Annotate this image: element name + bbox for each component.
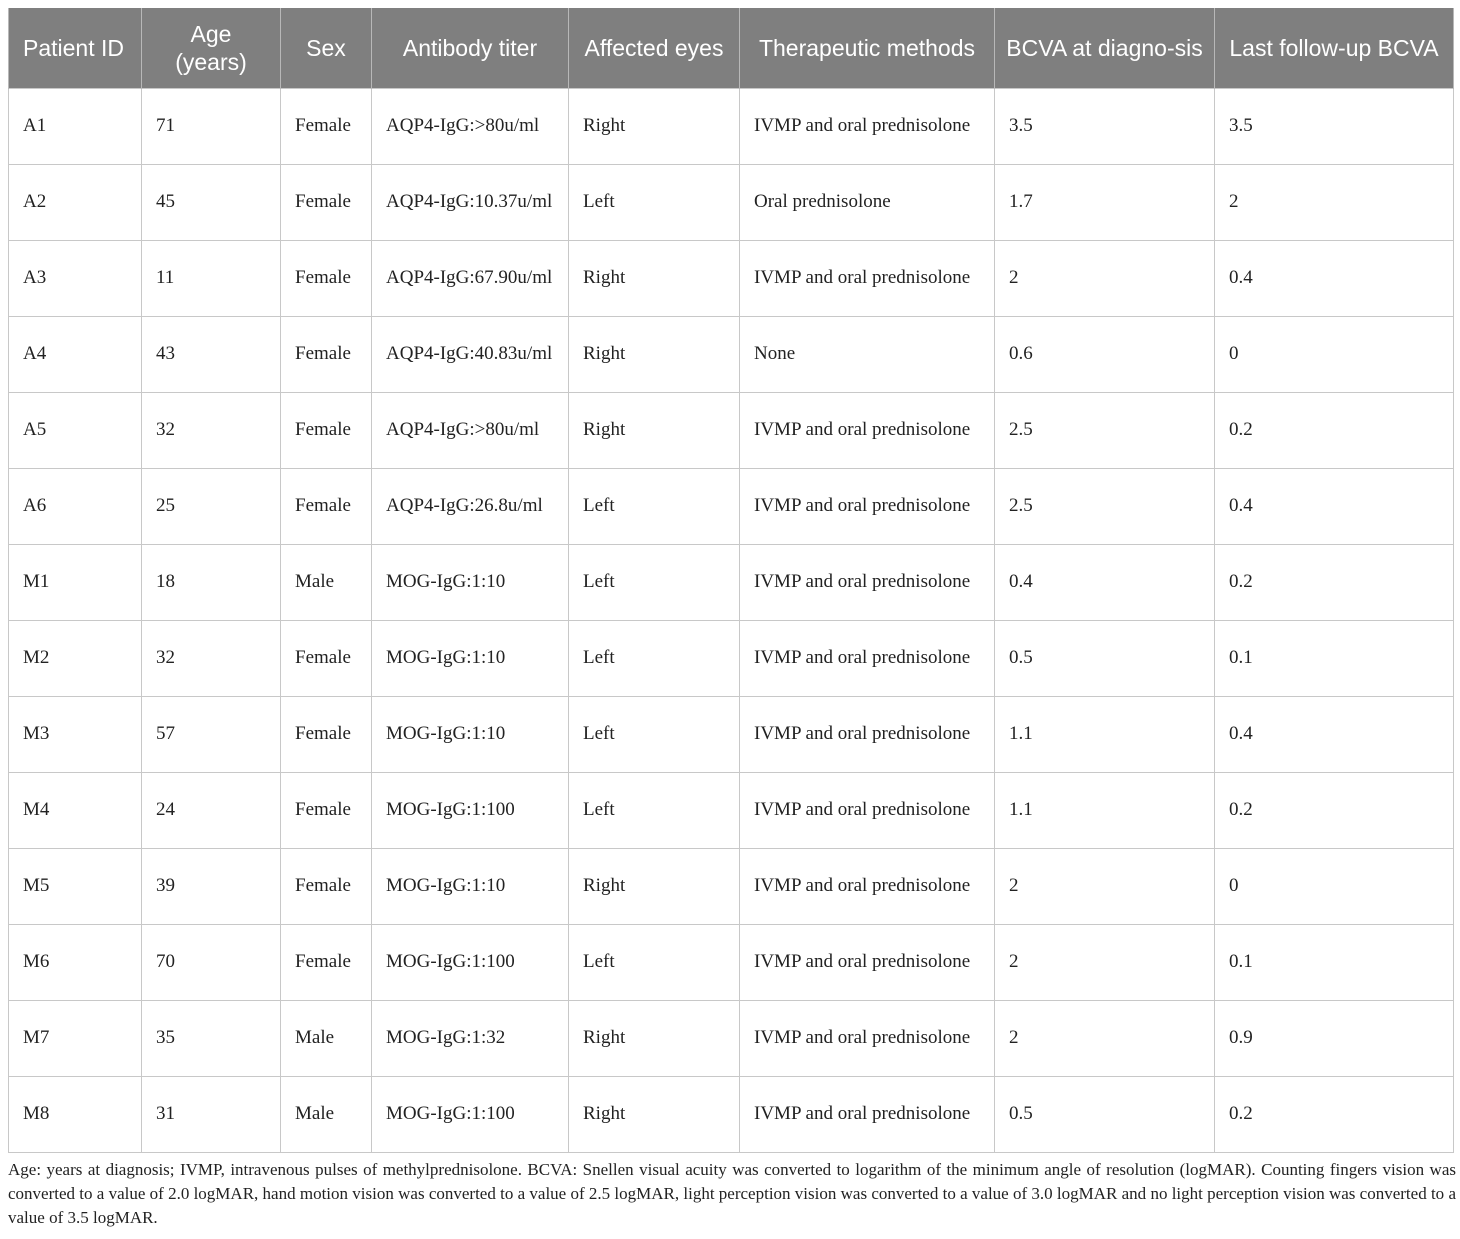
- cell-last-followup-bcva: 2: [1215, 164, 1454, 240]
- cell-last-followup-bcva: 0: [1215, 848, 1454, 924]
- cell-affected-eyes: Left: [569, 468, 740, 544]
- cell-patient-id: M6: [9, 924, 142, 1000]
- cell-antibody-titer: AQP4-IgG:40.83u/ml: [372, 316, 569, 392]
- patient-table-container: [8, 8, 1453, 1153]
- table-row: [9, 1076, 1454, 1152]
- cell-affected-eyes: Right: [569, 88, 740, 164]
- cell-bcva-diagnosis: 0.4: [995, 544, 1215, 620]
- cell-antibody-titer: MOG-IgG:1:10: [372, 544, 569, 620]
- cell-age: 32: [142, 392, 281, 468]
- table-row: [9, 620, 1454, 696]
- cell-bcva-diagnosis: 1.7: [995, 164, 1215, 240]
- cell-last-followup-bcva: 0: [1215, 316, 1454, 392]
- cell-patient-id: M1: [9, 544, 142, 620]
- cell-age: 18: [142, 544, 281, 620]
- cell-antibody-titer: MOG-IgG:1:10: [372, 848, 569, 924]
- patient-table: [8, 8, 1454, 1153]
- table-footnote: Age: years at diagnosis; IVMP, intravenous pulses of methylprednisolone. BCVA: Snellen visual acuity was converted to logarithm of the minimum angle of resolution (logMAR). Counting fingers vision was converted to a value of 2.0 logMAR, hand motion vision was converted to a value of 2.5 logMAR, light perception vision was converted to a value of 3.0 logMAR and no light perception vision was converted to a value of 3.5 logMAR.: [8, 1160, 1456, 1227]
- cell-therapeutic-methods: IVMP and oral prednisolone: [740, 468, 995, 544]
- cell-therapeutic-methods: IVMP and oral prednisolone: [740, 924, 995, 1000]
- cell-age: 24: [142, 772, 281, 848]
- cell-last-followup-bcva: 0.2: [1215, 772, 1454, 848]
- table-row: [9, 924, 1454, 1000]
- table-row: [9, 1000, 1454, 1076]
- cell-bcva-diagnosis: 1.1: [995, 696, 1215, 772]
- table-body: [9, 88, 1454, 1152]
- cell-bcva-diagnosis: 2.5: [995, 468, 1215, 544]
- cell-bcva-diagnosis: 0.6: [995, 316, 1215, 392]
- cell-age: 45: [142, 164, 281, 240]
- cell-last-followup-bcva: 0.1: [1215, 924, 1454, 1000]
- cell-bcva-diagnosis: 0.5: [995, 1076, 1215, 1152]
- cell-affected-eyes: Left: [569, 544, 740, 620]
- header-last-followup-bcva: Last follow-up BCVA: [1215, 8, 1454, 88]
- cell-last-followup-bcva: 0.4: [1215, 468, 1454, 544]
- cell-patient-id: M2: [9, 620, 142, 696]
- cell-last-followup-bcva: 0.4: [1215, 696, 1454, 772]
- cell-sex: Female: [281, 468, 372, 544]
- cell-bcva-diagnosis: 2: [995, 848, 1215, 924]
- cell-bcva-diagnosis: 2: [995, 924, 1215, 1000]
- cell-antibody-titer: MOG-IgG:1:100: [372, 772, 569, 848]
- cell-antibody-titer: AQP4-IgG:10.37u/ml: [372, 164, 569, 240]
- cell-antibody-titer: MOG-IgG:1:32: [372, 1000, 569, 1076]
- cell-bcva-diagnosis: 0.5: [995, 620, 1215, 696]
- cell-therapeutic-methods: IVMP and oral prednisolone: [740, 240, 995, 316]
- cell-therapeutic-methods: IVMP and oral prednisolone: [740, 1000, 995, 1076]
- cell-sex: Female: [281, 316, 372, 392]
- cell-affected-eyes: Right: [569, 392, 740, 468]
- cell-last-followup-bcva: 0.2: [1215, 392, 1454, 468]
- cell-bcva-diagnosis: 3.5: [995, 88, 1215, 164]
- table-row: [9, 164, 1454, 240]
- cell-bcva-diagnosis: 2: [995, 240, 1215, 316]
- cell-therapeutic-methods: IVMP and oral prednisolone: [740, 696, 995, 772]
- cell-affected-eyes: Left: [569, 164, 740, 240]
- cell-patient-id: M3: [9, 696, 142, 772]
- cell-age: 31: [142, 1076, 281, 1152]
- cell-last-followup-bcva: 3.5: [1215, 88, 1454, 164]
- cell-last-followup-bcva: 0.4: [1215, 240, 1454, 316]
- cell-patient-id: M8: [9, 1076, 142, 1152]
- cell-age: 32: [142, 620, 281, 696]
- cell-sex: Male: [281, 544, 372, 620]
- table-header-row: [9, 8, 1454, 88]
- cell-sex: Female: [281, 620, 372, 696]
- cell-sex: Male: [281, 1000, 372, 1076]
- cell-age: 71: [142, 88, 281, 164]
- cell-antibody-titer: AQP4-IgG:26.8u/ml: [372, 468, 569, 544]
- cell-last-followup-bcva: 0.9: [1215, 1000, 1454, 1076]
- cell-therapeutic-methods: IVMP and oral prednisolone: [740, 392, 995, 468]
- cell-therapeutic-methods: IVMP and oral prednisolone: [740, 88, 995, 164]
- header-affected-eyes: Affected eyes: [569, 8, 740, 88]
- cell-affected-eyes: Right: [569, 316, 740, 392]
- cell-affected-eyes: Right: [569, 848, 740, 924]
- cell-affected-eyes: Left: [569, 620, 740, 696]
- cell-therapeutic-methods: IVMP and oral prednisolone: [740, 544, 995, 620]
- cell-sex: Female: [281, 240, 372, 316]
- cell-sex: Female: [281, 924, 372, 1000]
- cell-last-followup-bcva: 0.2: [1215, 1076, 1454, 1152]
- cell-patient-id: A2: [9, 164, 142, 240]
- cell-bcva-diagnosis: 1.1: [995, 772, 1215, 848]
- cell-patient-id: A3: [9, 240, 142, 316]
- table-row: [9, 468, 1454, 544]
- cell-sex: Female: [281, 88, 372, 164]
- table-row: [9, 316, 1454, 392]
- cell-affected-eyes: Right: [569, 1076, 740, 1152]
- cell-patient-id: A1: [9, 88, 142, 164]
- cell-affected-eyes: Left: [569, 696, 740, 772]
- table-row: [9, 88, 1454, 164]
- cell-sex: Female: [281, 772, 372, 848]
- table-row: [9, 696, 1454, 772]
- table-row: [9, 544, 1454, 620]
- cell-age: 35: [142, 1000, 281, 1076]
- table-row: [9, 392, 1454, 468]
- cell-affected-eyes: Left: [569, 772, 740, 848]
- cell-antibody-titer: AQP4-IgG:>80u/ml: [372, 88, 569, 164]
- cell-antibody-titer: MOG-IgG:1:10: [372, 620, 569, 696]
- cell-patient-id: M5: [9, 848, 142, 924]
- cell-age: 25: [142, 468, 281, 544]
- cell-bcva-diagnosis: 2.5: [995, 392, 1215, 468]
- cell-antibody-titer: AQP4-IgG:67.90u/ml: [372, 240, 569, 316]
- table-row: [9, 848, 1454, 924]
- cell-therapeutic-methods: IVMP and oral prednisolone: [740, 620, 995, 696]
- table-row: [9, 240, 1454, 316]
- cell-affected-eyes: Right: [569, 1000, 740, 1076]
- cell-antibody-titer: AQP4-IgG:>80u/ml: [372, 392, 569, 468]
- cell-patient-id: A6: [9, 468, 142, 544]
- header-age: Age (years): [142, 8, 281, 88]
- header-patient-id: Patient ID: [9, 8, 142, 88]
- cell-bcva-diagnosis: 2: [995, 1000, 1215, 1076]
- cell-sex: Female: [281, 392, 372, 468]
- cell-therapeutic-methods: None: [740, 316, 995, 392]
- cell-patient-id: M7: [9, 1000, 142, 1076]
- cell-age: 57: [142, 696, 281, 772]
- cell-sex: Female: [281, 848, 372, 924]
- header-sex: Sex: [281, 8, 372, 88]
- table-row: [9, 772, 1454, 848]
- cell-affected-eyes: Left: [569, 924, 740, 1000]
- cell-therapeutic-methods: IVMP and oral prednisolone: [740, 772, 995, 848]
- cell-therapeutic-methods: IVMP and oral prednisolone: [740, 1076, 995, 1152]
- cell-patient-id: A4: [9, 316, 142, 392]
- cell-sex: Male: [281, 1076, 372, 1152]
- cell-affected-eyes: Right: [569, 240, 740, 316]
- header-antibody-titer: Antibody titer: [372, 8, 569, 88]
- cell-last-followup-bcva: 0.1: [1215, 620, 1454, 696]
- cell-age: 43: [142, 316, 281, 392]
- cell-antibody-titer: MOG-IgG:1:100: [372, 924, 569, 1000]
- cell-last-followup-bcva: 0.2: [1215, 544, 1454, 620]
- cell-antibody-titer: MOG-IgG:1:100: [372, 1076, 569, 1152]
- cell-sex: Female: [281, 164, 372, 240]
- header-bcva-diagnosis: BCVA at diagno-sis: [995, 8, 1215, 88]
- cell-age: 70: [142, 924, 281, 1000]
- cell-sex: Female: [281, 696, 372, 772]
- cell-antibody-titer: MOG-IgG:1:10: [372, 696, 569, 772]
- cell-therapeutic-methods: IVMP and oral prednisolone: [740, 848, 995, 924]
- cell-age: 11: [142, 240, 281, 316]
- cell-therapeutic-methods: Oral prednisolone: [740, 164, 995, 240]
- cell-patient-id: A5: [9, 392, 142, 468]
- header-therapeutic-methods: Therapeutic methods: [740, 8, 995, 88]
- cell-patient-id: M4: [9, 772, 142, 848]
- cell-age: 39: [142, 848, 281, 924]
